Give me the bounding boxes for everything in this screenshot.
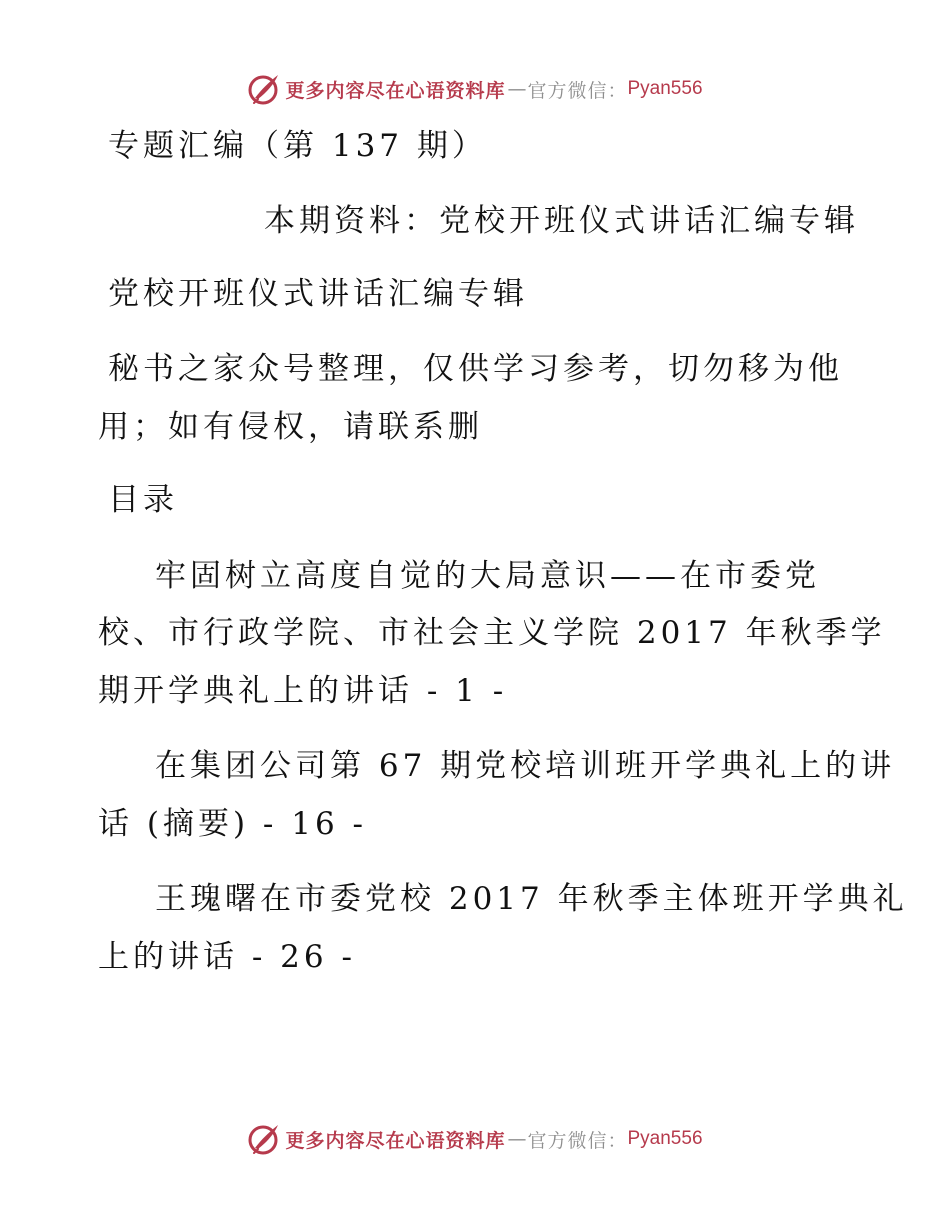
watermark-contact-label: 官方微信： [527,1129,628,1152]
quill-logo-icon [247,1122,281,1156]
watermark-separator: — [507,78,526,100]
toc-entry-1-line-1[interactable]: 牢固树立高度自觉的大局意识——在市委党 [155,558,820,594]
toc-entry-3-line-1[interactable]: 王瑰曙在市委党校 2017 年秋季主体班开学典礼 [155,881,908,917]
notice-line-1: 秘书之家众号整理，仅供学习参考，切勿移为他 [108,351,843,387]
toc-entry-3-line-2[interactable]: 上的讲话 - 26 - [98,939,356,975]
watermark-brand: 更多内容尽在心语资料库 [285,79,506,102]
quill-logo-icon [247,72,281,106]
toc-heading: 目录 [108,482,178,518]
watermark-separator: — [507,1128,526,1150]
toc-entry-2-line-1[interactable]: 在集团公司第 67 期党校培训班开学典礼上的讲 [155,748,896,784]
collection-title: 党校开班仪式讲话汇编专辑 [108,276,528,312]
notice-line-2: 用；如有侵权，请联系删 [98,409,483,445]
watermark-banner-top [0,69,950,109]
watermark-handle: Pyan556 [627,78,703,99]
toc-entry-1-line-2[interactable]: 校、市行政学院、市社会主义学院 2017 年秋季学 [98,615,886,651]
watermark-banner-bottom [0,1119,950,1159]
watermark-contact-label: 官方微信： [527,79,628,102]
watermark-brand: 更多内容尽在心语资料库 [285,1129,506,1152]
issue-line: 本期资料：党校开班仪式讲话汇编专辑 [264,203,859,239]
toc-entry-1-line-3[interactable]: 期开学典礼上的讲话 - 1 - [98,673,508,709]
watermark-handle: Pyan556 [627,1128,703,1149]
series-title: 专题汇编（第 137 期） [108,128,487,164]
toc-entry-2-line-2[interactable]: 话 (摘要) - 16 - [98,806,367,842]
